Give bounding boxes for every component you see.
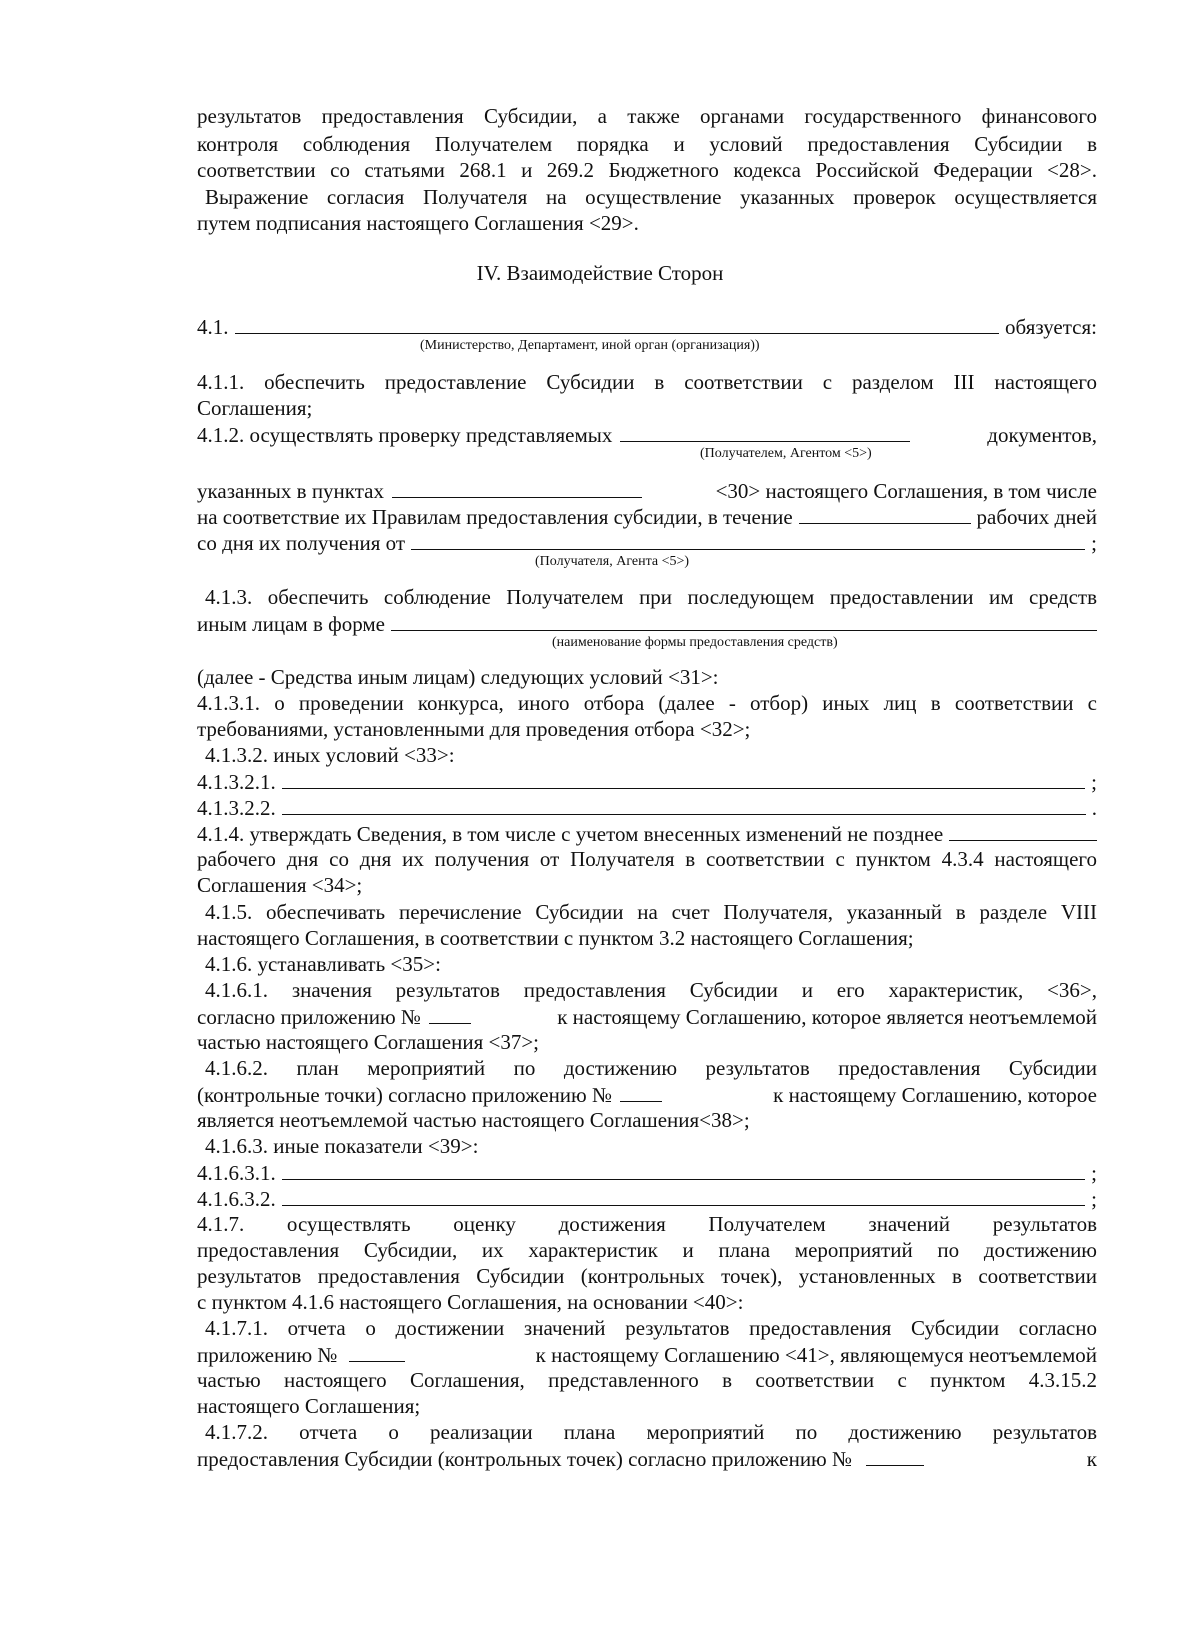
- text-line: 4.1.7.2. отчета о реализации плана мероприятий по достижению результатов: [205, 1420, 1097, 1444]
- clause-number: 4.1.6.3.1.: [197, 1161, 276, 1185]
- clause-text: обязуется:: [1005, 315, 1097, 339]
- text-line: контроля соблюдения Получателем порядка и условий предоставления Субсидии в: [197, 132, 1097, 156]
- clause-number: 4.1.3.2.2.: [197, 796, 276, 820]
- clause-text: иным лицам в форме: [197, 612, 386, 636]
- clause-text: к настоящему Соглашению, которое является неотъемлемой: [557, 1005, 1097, 1029]
- section-title: IV. Взаимодействие Сторон: [476, 261, 724, 285]
- clause-text: предоставления Субсидии (контрольных точек) согласно приложению №: [197, 1447, 853, 1471]
- text-line: 4.1.6. устанавливать <35>:: [205, 952, 441, 976]
- clause-4-1-7-1-cont: [197, 1341, 1097, 1368]
- text-line: 4.1.6.3. иные показатели <39>:: [205, 1134, 479, 1158]
- fill-blank: [282, 768, 1085, 789]
- clause-text: 4.1.2. осуществлять проверку представляемых: [197, 423, 613, 447]
- text-line: результатов предоставления Субсидии, а также органами государственного финансового: [197, 104, 1097, 128]
- fill-blank: [620, 1081, 662, 1102]
- text-line: настоящего Соглашения;: [197, 1394, 421, 1418]
- fill-blank: [235, 313, 1000, 334]
- clause-text: <30> настоящего Соглашения, в том числе: [715, 479, 1097, 503]
- clause-text: 4.1.4. утверждать Сведения, в том числе с учетом внесенных изменений не позднее: [197, 822, 944, 846]
- fill-blank: [391, 610, 1097, 631]
- clause-4-1-6-2-cont: [197, 1081, 1097, 1108]
- clause-text: (контрольные точки) согласно приложению №: [197, 1083, 613, 1107]
- clause-text: указанных в пунктах: [197, 479, 384, 503]
- clause-4-1: [197, 313, 1097, 340]
- text-line: с пунктом 4.1.6 настоящего Соглашения, на основании <40>:: [197, 1290, 744, 1314]
- text-line: 4.1.3. обеспечить соблюдение Получателем при последующем предоставлении им средств: [205, 585, 1097, 609]
- fill-blank: [282, 1159, 1085, 1180]
- clause-number: 4.1.3.2.1.: [197, 770, 276, 794]
- text-line: результатов предоставления Субсидии (контрольных точек), установленных в соответствии: [197, 1264, 1097, 1288]
- fill-blank: [799, 503, 971, 524]
- fill-blank: [429, 1003, 471, 1024]
- fill-blank: [949, 820, 1097, 841]
- clause-4-1-6-3-1: [197, 1159, 1097, 1186]
- text-line: настоящего Соглашения, в соответствии с пунктом 3.2 настоящего Соглашения;: [197, 926, 914, 950]
- clause-4-1-2-cont: [197, 529, 1097, 556]
- text-line: предоставления Субсидии, их характеристик и плана мероприятий по достижению: [197, 1238, 1097, 1262]
- fill-blank: [620, 421, 910, 442]
- field-caption: (Министерство, Департамент, иной орган (организация)): [420, 338, 760, 353]
- text-line: (далее - Средства иным лицам) следующих условий <31>:: [197, 665, 719, 689]
- clause-text: ;: [1091, 1187, 1097, 1211]
- text-line: Соглашения;: [197, 396, 313, 420]
- fill-blank: [392, 477, 642, 498]
- text-line: частью настоящего Соглашения, представленного в соответствии с пунктом 4.3.15.2: [197, 1368, 1097, 1392]
- field-caption: (наименование формы предоставления средств): [552, 635, 838, 650]
- clause-4-1-6-3-2: [197, 1185, 1097, 1212]
- text-line: 4.1.3.1. о проведении конкурса, иного отбора (далее - отбор) иных лиц в соответствии с: [197, 691, 1097, 715]
- clause-text: на соответствие их Правилам предоставления субсидии, в течение: [197, 505, 793, 529]
- clause-4-1-6-1-cont: [197, 1003, 1097, 1030]
- clause-text: ;: [1091, 531, 1097, 555]
- clause-text: со дня их получения от: [197, 531, 406, 555]
- clause-4-1-2-cont: [197, 503, 1097, 530]
- text-line: частью настоящего Соглашения <37>;: [197, 1030, 540, 1054]
- clause-text: к: [1086, 1447, 1097, 1471]
- fill-blank: [411, 529, 1085, 550]
- clause-4-1-3-2-1: [197, 768, 1097, 795]
- text-line: 4.1.1. обеспечить предоставление Субсидии в соответствии с разделом III настоящего: [197, 370, 1097, 394]
- clause-number: 4.1.: [197, 315, 229, 339]
- fill-blank: [866, 1445, 924, 1466]
- clause-text: ;: [1091, 770, 1097, 794]
- clause-text: .: [1091, 796, 1097, 820]
- text-line: 4.1.7.1. отчета о достижении значений результатов предоставления Субсидии согласно: [205, 1316, 1097, 1340]
- field-caption: (Получателя, Агента <5>): [535, 554, 690, 569]
- clause-text: рабочих дней: [976, 505, 1097, 529]
- text-line: требованиями, установленными для проведения отбора <32>;: [197, 717, 751, 741]
- clause-text: ;: [1091, 1161, 1097, 1185]
- text-line: 4.1.6.1. значения результатов предоставления Субсидии и его характеристик, <36>,: [205, 978, 1097, 1002]
- clause-text: к настоящему Соглашению, которое: [773, 1083, 1097, 1107]
- clause-4-1-3-2-2: [197, 794, 1097, 821]
- field-caption: (Получателем, Агентом <5>): [700, 446, 872, 461]
- clause-text: приложению №: [197, 1343, 338, 1367]
- clause-4-1-4: [197, 820, 1097, 847]
- clause-4-1-2-cont: [197, 477, 1097, 504]
- fill-blank: [282, 1185, 1085, 1206]
- fill-blank: [349, 1341, 405, 1362]
- text-line: путем подписания настоящего Соглашения <29>.: [197, 211, 639, 235]
- clause-4-1-3-cont: [197, 610, 1097, 637]
- clause-4-1-2: [197, 421, 1097, 448]
- fill-blank: [282, 794, 1086, 815]
- text-line: является неотъемлемой частью настоящего Соглашения<38>;: [197, 1108, 750, 1132]
- clause-text: согласно приложению №: [197, 1005, 421, 1029]
- text-line: 4.1.7. осуществлять оценку достижения Получателем значений результатов: [197, 1212, 1097, 1236]
- clause-number: 4.1.6.3.2.: [197, 1187, 276, 1211]
- clause-text: к настоящему Соглашению <41>, являющемуся неотъемлемой: [535, 1343, 1097, 1367]
- clause-4-1-7-2-cont: [197, 1445, 1097, 1472]
- clause-text: документов,: [987, 423, 1097, 447]
- text-line: рабочего дня со дня их получения от Получателя в соответствии с пунктом 4.3.4 настоящего: [197, 847, 1097, 871]
- text-line: 4.1.3.2. иных условий <33>:: [205, 743, 455, 767]
- text-line: Выражение согласия Получателя на осуществление указанных проверок осуществляется: [205, 185, 1097, 209]
- text-line: 4.1.6.2. план мероприятий по достижению результатов предоставления Субсидии: [205, 1056, 1097, 1080]
- text-line: Соглашения <34>;: [197, 873, 363, 897]
- text-line: соответствии со статьями 268.1 и 269.2 Бюджетного кодекса Российской Федерации <28>.: [197, 158, 1097, 182]
- text-line: 4.1.5. обеспечивать перечисление Субсидии на счет Получателя, указанный в разделе VIII: [205, 900, 1097, 924]
